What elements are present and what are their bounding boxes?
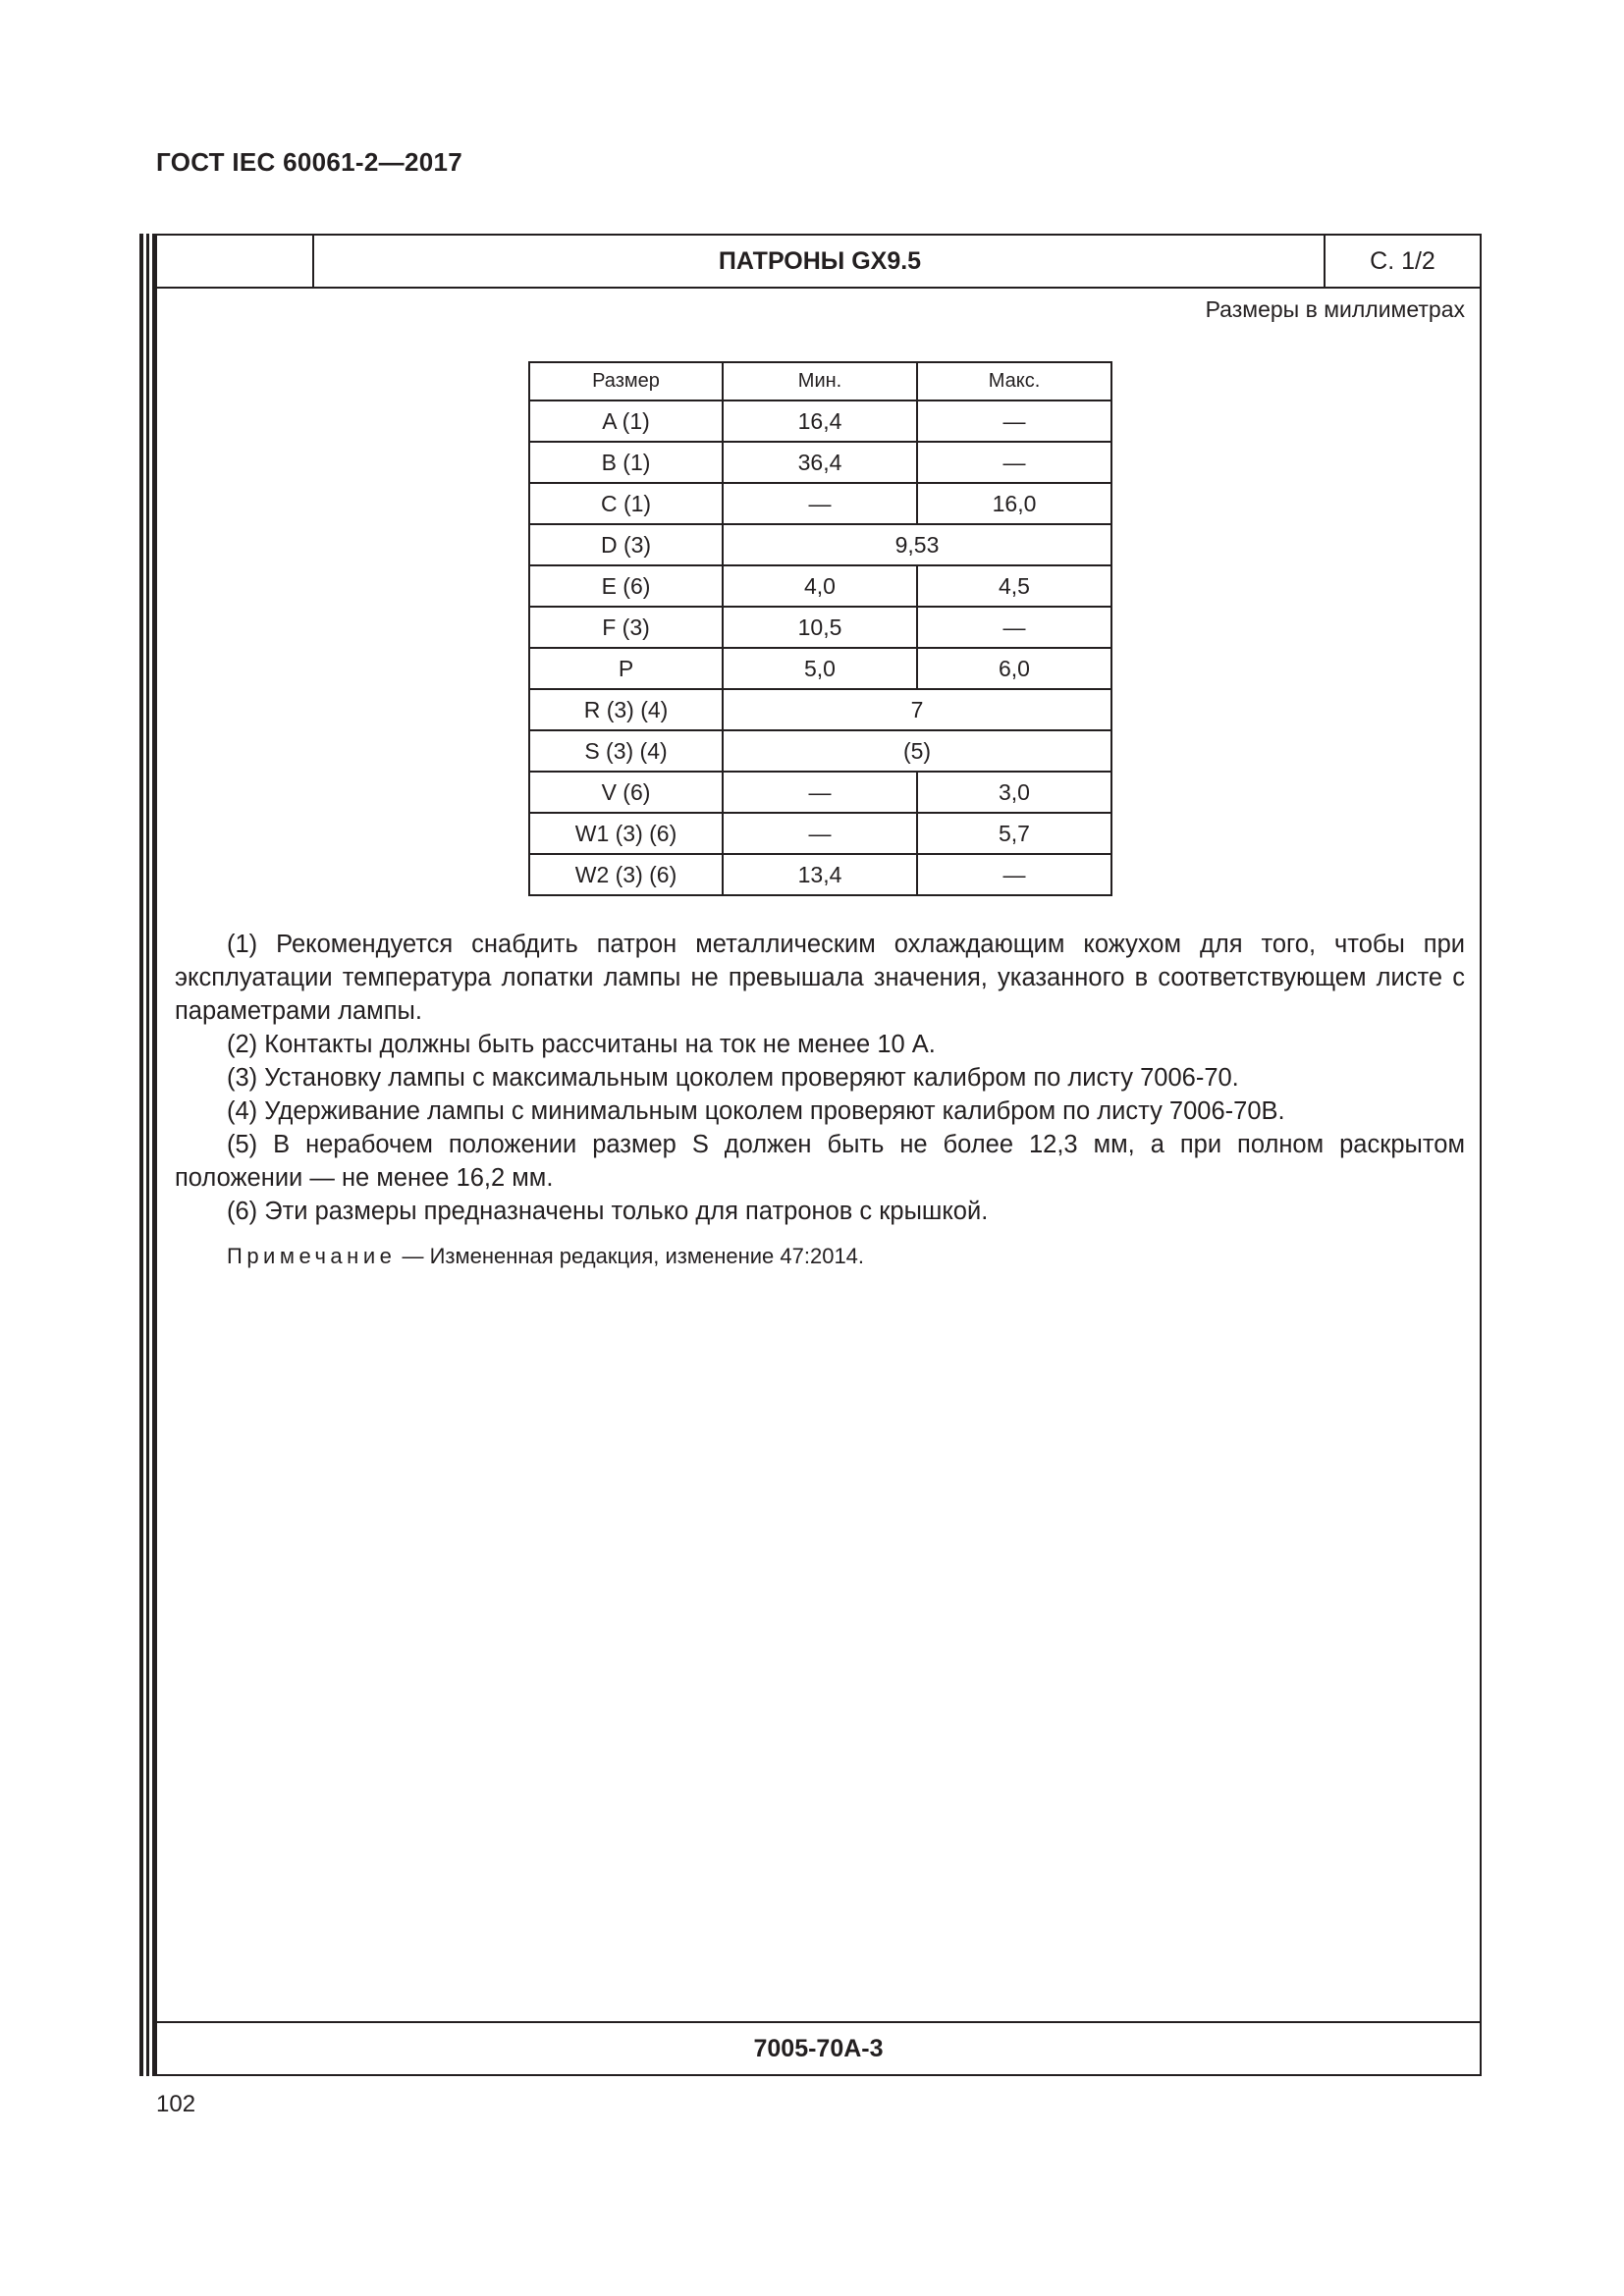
table-header-row bbox=[529, 362, 1111, 400]
max-cell: 6,0 bbox=[917, 648, 1111, 689]
min-cell: 36,4 bbox=[723, 442, 917, 483]
size-cell: W1 (3) (6) bbox=[529, 813, 723, 854]
max-cell: 16,0 bbox=[917, 483, 1111, 524]
sheet-page-ref: С. 1/2 bbox=[1324, 236, 1480, 287]
min-cell: — bbox=[723, 483, 917, 524]
min-cell: — bbox=[723, 772, 917, 813]
min-cell: 5,0 bbox=[723, 648, 917, 689]
table-row bbox=[529, 813, 1111, 854]
footnote: (6) Эти размеры предназначены только для патронов с крышкой. bbox=[227, 1198, 989, 1225]
dimensions-table bbox=[528, 361, 1112, 896]
binder-line bbox=[146, 234, 149, 2076]
column-header-size: Размер bbox=[529, 362, 723, 400]
size-cell: E (6) bbox=[529, 565, 723, 607]
table-row bbox=[529, 607, 1111, 648]
size-cell: R (3) (4) bbox=[529, 689, 723, 730]
size-cell: D (3) bbox=[529, 524, 723, 565]
value-cell: 7 bbox=[723, 689, 1111, 730]
size-cell: S (3) (4) bbox=[529, 730, 723, 772]
binder-line bbox=[139, 234, 143, 2076]
footnote: (3) Установку лампы с максимальным цоколем проверяют калибром по листу 7006-70. bbox=[227, 1064, 1239, 1092]
footnotes bbox=[175, 928, 1465, 1273]
table-row bbox=[529, 400, 1111, 442]
min-cell: — bbox=[723, 813, 917, 854]
table-row bbox=[529, 565, 1111, 607]
table-row bbox=[529, 854, 1111, 895]
max-cell: 5,7 bbox=[917, 813, 1111, 854]
page-number: 102 bbox=[156, 2091, 196, 2117]
table-row bbox=[529, 442, 1111, 483]
footnote: (1) Рекомендуется снабдить патрон металлическим охлаждающим кожухом для того, чтобы при эксплуатации температура лопатки лампы не превышала значения, указанного в соответствующем листе с параметрами лампы. bbox=[175, 931, 1465, 1025]
max-cell: — bbox=[917, 607, 1111, 648]
table-row bbox=[529, 483, 1111, 524]
value-cell: (5) bbox=[723, 730, 1111, 772]
footnote: (2) Контакты должны быть рассчитаны на ток не менее 10 А. bbox=[227, 1031, 936, 1058]
table-row bbox=[529, 689, 1111, 730]
size-cell: W2 (3) (6) bbox=[529, 854, 723, 895]
column-header-min: Мин. bbox=[723, 362, 917, 400]
sheet-title: ПАТРОНЫ GX9.5 bbox=[718, 246, 922, 275]
remark bbox=[175, 1240, 1465, 1273]
remark-label: Примечание bbox=[227, 1244, 397, 1268]
table-row bbox=[529, 772, 1111, 813]
max-cell: 4,5 bbox=[917, 565, 1111, 607]
size-cell: B (1) bbox=[529, 442, 723, 483]
min-cell: 16,4 bbox=[723, 400, 917, 442]
table-row bbox=[529, 730, 1111, 772]
units-note: Размеры в миллиметрах bbox=[1205, 296, 1465, 322]
size-cell: F (3) bbox=[529, 607, 723, 648]
min-cell: 4,0 bbox=[723, 565, 917, 607]
footnote: (4) Удерживание лампы с минимальным цоколем проверяют калибром по листу 7006-70B. bbox=[227, 1097, 1285, 1125]
column-header-max: Макс. bbox=[917, 362, 1111, 400]
remark-text: — Измененная редакция, изменение 47:2014. bbox=[396, 1244, 865, 1268]
sheet-frame bbox=[155, 234, 1482, 2076]
document-header: ГОСТ IEC 60061-2—2017 bbox=[156, 147, 462, 177]
value-cell: 9,53 bbox=[723, 524, 1111, 565]
table-row bbox=[529, 524, 1111, 565]
sheet-code: 7005-70А-3 bbox=[157, 2021, 1480, 2074]
max-cell: — bbox=[917, 400, 1111, 442]
footnote: (5) В нерабочем положении размер S должен быть не более 12,3 мм, а при полном раскрытом положении — не менее 16,2 мм. bbox=[175, 1131, 1465, 1192]
table-row bbox=[529, 648, 1111, 689]
size-cell: A (1) bbox=[529, 400, 723, 442]
size-cell: P bbox=[529, 648, 723, 689]
size-cell: V (6) bbox=[529, 772, 723, 813]
max-cell: — bbox=[917, 442, 1111, 483]
sheet-title-row bbox=[157, 236, 1480, 289]
max-cell: 3,0 bbox=[917, 772, 1111, 813]
min-cell: 13,4 bbox=[723, 854, 917, 895]
max-cell: — bbox=[917, 854, 1111, 895]
size-cell: C (1) bbox=[529, 483, 723, 524]
title-blank-cell bbox=[157, 236, 314, 287]
min-cell: 10,5 bbox=[723, 607, 917, 648]
